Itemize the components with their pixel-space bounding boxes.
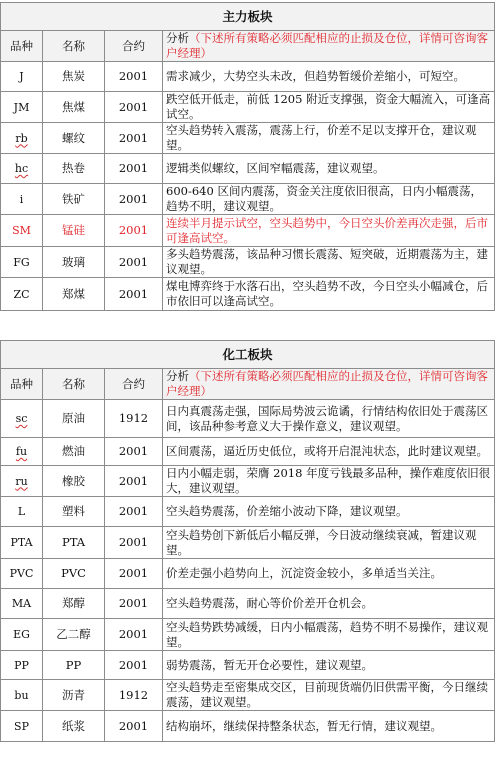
row-contract: 2001: [105, 154, 163, 184]
row-analysis: 区间震荡，逼近历史低位，或将开启混沌状态，此时建议观望。: [163, 438, 495, 466]
row-code: J: [1, 62, 43, 92]
row-contract: 2001: [105, 278, 163, 311]
row-contract: 2001: [105, 215, 163, 247]
table-row: [1, 215, 495, 247]
row-analysis: 日内真震荡走强，国际局势波云诡谲，行情结构依旧处于震荡区间，该品种参考意义大于操作意义，建议观望。: [163, 400, 495, 438]
main-section-table: [0, 2, 495, 311]
row-analysis: 多头趋势震荡，该品种习惯长震荡、短突破，近期震荡为主，建议观望。: [163, 247, 495, 278]
table-row: [1, 184, 495, 215]
row-code: MA: [1, 589, 43, 619]
chem-section-panel: [0, 340, 494, 742]
row-code: EG: [1, 619, 43, 651]
row-name: 乙二醇: [43, 619, 105, 651]
row-code: [1, 438, 43, 466]
row-name: PTA: [43, 527, 105, 559]
table-row: [1, 651, 495, 680]
row-name: 沥青: [43, 680, 105, 711]
row-contract: 2001: [105, 438, 163, 466]
row-code: ZC: [1, 278, 43, 311]
row-name: 燃油: [43, 438, 105, 466]
row-name: 玻璃: [43, 247, 105, 278]
code-text: fu: [15, 445, 28, 458]
header-analysis-note: （下述所有策略必须匹配相应的止损及仓位，详情可咨询客户经理）: [166, 31, 488, 60]
row-analysis: 空头趋势转入震荡，震荡上行，价差不足以支撑开仓，建议观望。: [163, 123, 495, 154]
row-contract: 2001: [105, 527, 163, 559]
row-analysis: 结构崩坏，继续保持整条状态，暂无行情，建议观望。: [163, 711, 495, 742]
section-title: 化工板块: [1, 341, 495, 369]
header-analysis-note: （下述所有策略必须匹配相应的止损及仓位，详情可咨询客户经理）: [166, 369, 488, 398]
header-analysis: [163, 31, 495, 62]
row-code: SM: [1, 215, 43, 247]
header-contract: 合约: [105, 369, 163, 400]
row-code: L: [1, 497, 43, 527]
header-name: 名称: [43, 369, 105, 400]
row-analysis: 价差走强小趋势向上，沉淀资金较小，多单适当关注。: [163, 559, 495, 589]
header-analysis: [163, 369, 495, 400]
table-row: [1, 278, 495, 311]
table-row: [1, 497, 495, 527]
table-row: [1, 466, 495, 497]
row-name: PP: [43, 651, 105, 680]
table-row: [1, 123, 495, 154]
code-text: hc: [14, 162, 29, 175]
chem-section-table: [0, 340, 495, 742]
row-contract: 2001: [105, 559, 163, 589]
row-analysis: 弱势震荡，暂无开仓必要性，建议观望。: [163, 651, 495, 680]
row-code: SP: [1, 711, 43, 742]
row-name: 锰硅: [43, 215, 105, 247]
row-code: PP: [1, 651, 43, 680]
row-contract: 1912: [105, 680, 163, 711]
header-name: 名称: [43, 31, 105, 62]
row-code: PTA: [1, 527, 43, 559]
row-analysis: 空头趋势走至密集成交区，目前现货端仍旧供需平衡，今日继续震荡，建议观望。: [163, 680, 495, 711]
row-contract: 2001: [105, 589, 163, 619]
row-code: bu: [1, 680, 43, 711]
row-analysis: 逻辑类似螺纹，区间窄幅震荡，建议观望。: [163, 154, 495, 184]
table-row: [1, 247, 495, 278]
row-code: [1, 123, 43, 154]
row-analysis: 需求减少，大势空头未改，但趋势暂缓价差缩小，可短空。: [163, 62, 495, 92]
row-contract: 2001: [105, 123, 163, 154]
table-row: [1, 438, 495, 466]
row-contract: 2001: [105, 619, 163, 651]
row-analysis: 连续半月提示试空，空头趋势中，今日空头价差再次走强，后市可逢高试空。: [163, 215, 495, 247]
row-code: FG: [1, 247, 43, 278]
row-name: 郑煤: [43, 278, 105, 311]
row-contract: 2001: [105, 184, 163, 215]
row-name: 铁矿: [43, 184, 105, 215]
row-analysis: 跌空低开低走，前低 1205 附近支撑强，资金大幅流入，可逢高试空。: [163, 92, 495, 123]
row-name: PVC: [43, 559, 105, 589]
header-code: 品种: [1, 369, 43, 400]
row-analysis: 600-640 区间内震荡，资金关注度依旧很高，日内小幅震荡，趋势不明，建议观望。: [163, 184, 495, 215]
row-name: 热卷: [43, 154, 105, 184]
row-contract: 2001: [105, 92, 163, 123]
row-contract: 2001: [105, 497, 163, 527]
row-code: [1, 154, 43, 184]
row-contract: 2001: [105, 711, 163, 742]
row-name: 纸浆: [43, 711, 105, 742]
table-row: [1, 62, 495, 92]
row-name: 焦煤: [43, 92, 105, 123]
row-contract: 1912: [105, 400, 163, 438]
table-row: [1, 589, 495, 619]
table-row: [1, 559, 495, 589]
table-row: [1, 400, 495, 438]
row-analysis: 空头趋势创下新低后小幅反弹，今日波动继续衰减，暂建议观望。: [163, 527, 495, 559]
row-contract: 2001: [105, 247, 163, 278]
row-contract: 2001: [105, 62, 163, 92]
row-name: 原油: [43, 400, 105, 438]
row-code: [1, 466, 43, 497]
header-contract: 合约: [105, 31, 163, 62]
table-row: [1, 92, 495, 123]
row-name: 郑醇: [43, 589, 105, 619]
code-text: sc: [15, 412, 28, 425]
code-text: ru: [15, 474, 28, 488]
header-analysis-label: 分析: [166, 369, 189, 383]
row-analysis: 煤电博弈终于水落石出，空头趋势不改，今日空头小幅减仓，后市依旧可以逢高试空。: [163, 278, 495, 311]
row-analysis: 空头趋势震荡，耐心等价价差开仓机会。: [163, 589, 495, 619]
table-header-row: [1, 31, 495, 62]
table-row: [1, 711, 495, 742]
row-analysis: 空头趋势震荡，价差缩小波动下降，建议观望。: [163, 497, 495, 527]
row-code: [1, 400, 43, 438]
header-analysis-label: 分析: [166, 31, 189, 45]
table-row: [1, 154, 495, 184]
table-row: [1, 527, 495, 559]
row-name: 焦炭: [43, 62, 105, 92]
row-code: PVC: [1, 559, 43, 589]
code-text: rb: [15, 131, 28, 145]
row-code: JM: [1, 92, 43, 123]
row-contract: 2001: [105, 466, 163, 497]
row-name: 螺纹: [43, 123, 105, 154]
table-row: [1, 680, 495, 711]
table-row: [1, 619, 495, 651]
header-code: 品种: [1, 31, 43, 62]
main-section-panel: [0, 2, 494, 311]
table-header-row: [1, 369, 495, 400]
row-analysis: 空头趋势跌势减缓，日内小幅震荡，趋势不明不易操作，建议观望。: [163, 619, 495, 651]
row-name: 橡胶: [43, 466, 105, 497]
row-code: i: [1, 184, 43, 215]
row-analysis: 日内小幅走弱，荣膺 2018 年度亏钱最多品种，操作难度依旧很大，建议观望。: [163, 466, 495, 497]
section-title: 主力板块: [1, 3, 495, 31]
row-name: 塑料: [43, 497, 105, 527]
row-contract: 2001: [105, 651, 163, 680]
